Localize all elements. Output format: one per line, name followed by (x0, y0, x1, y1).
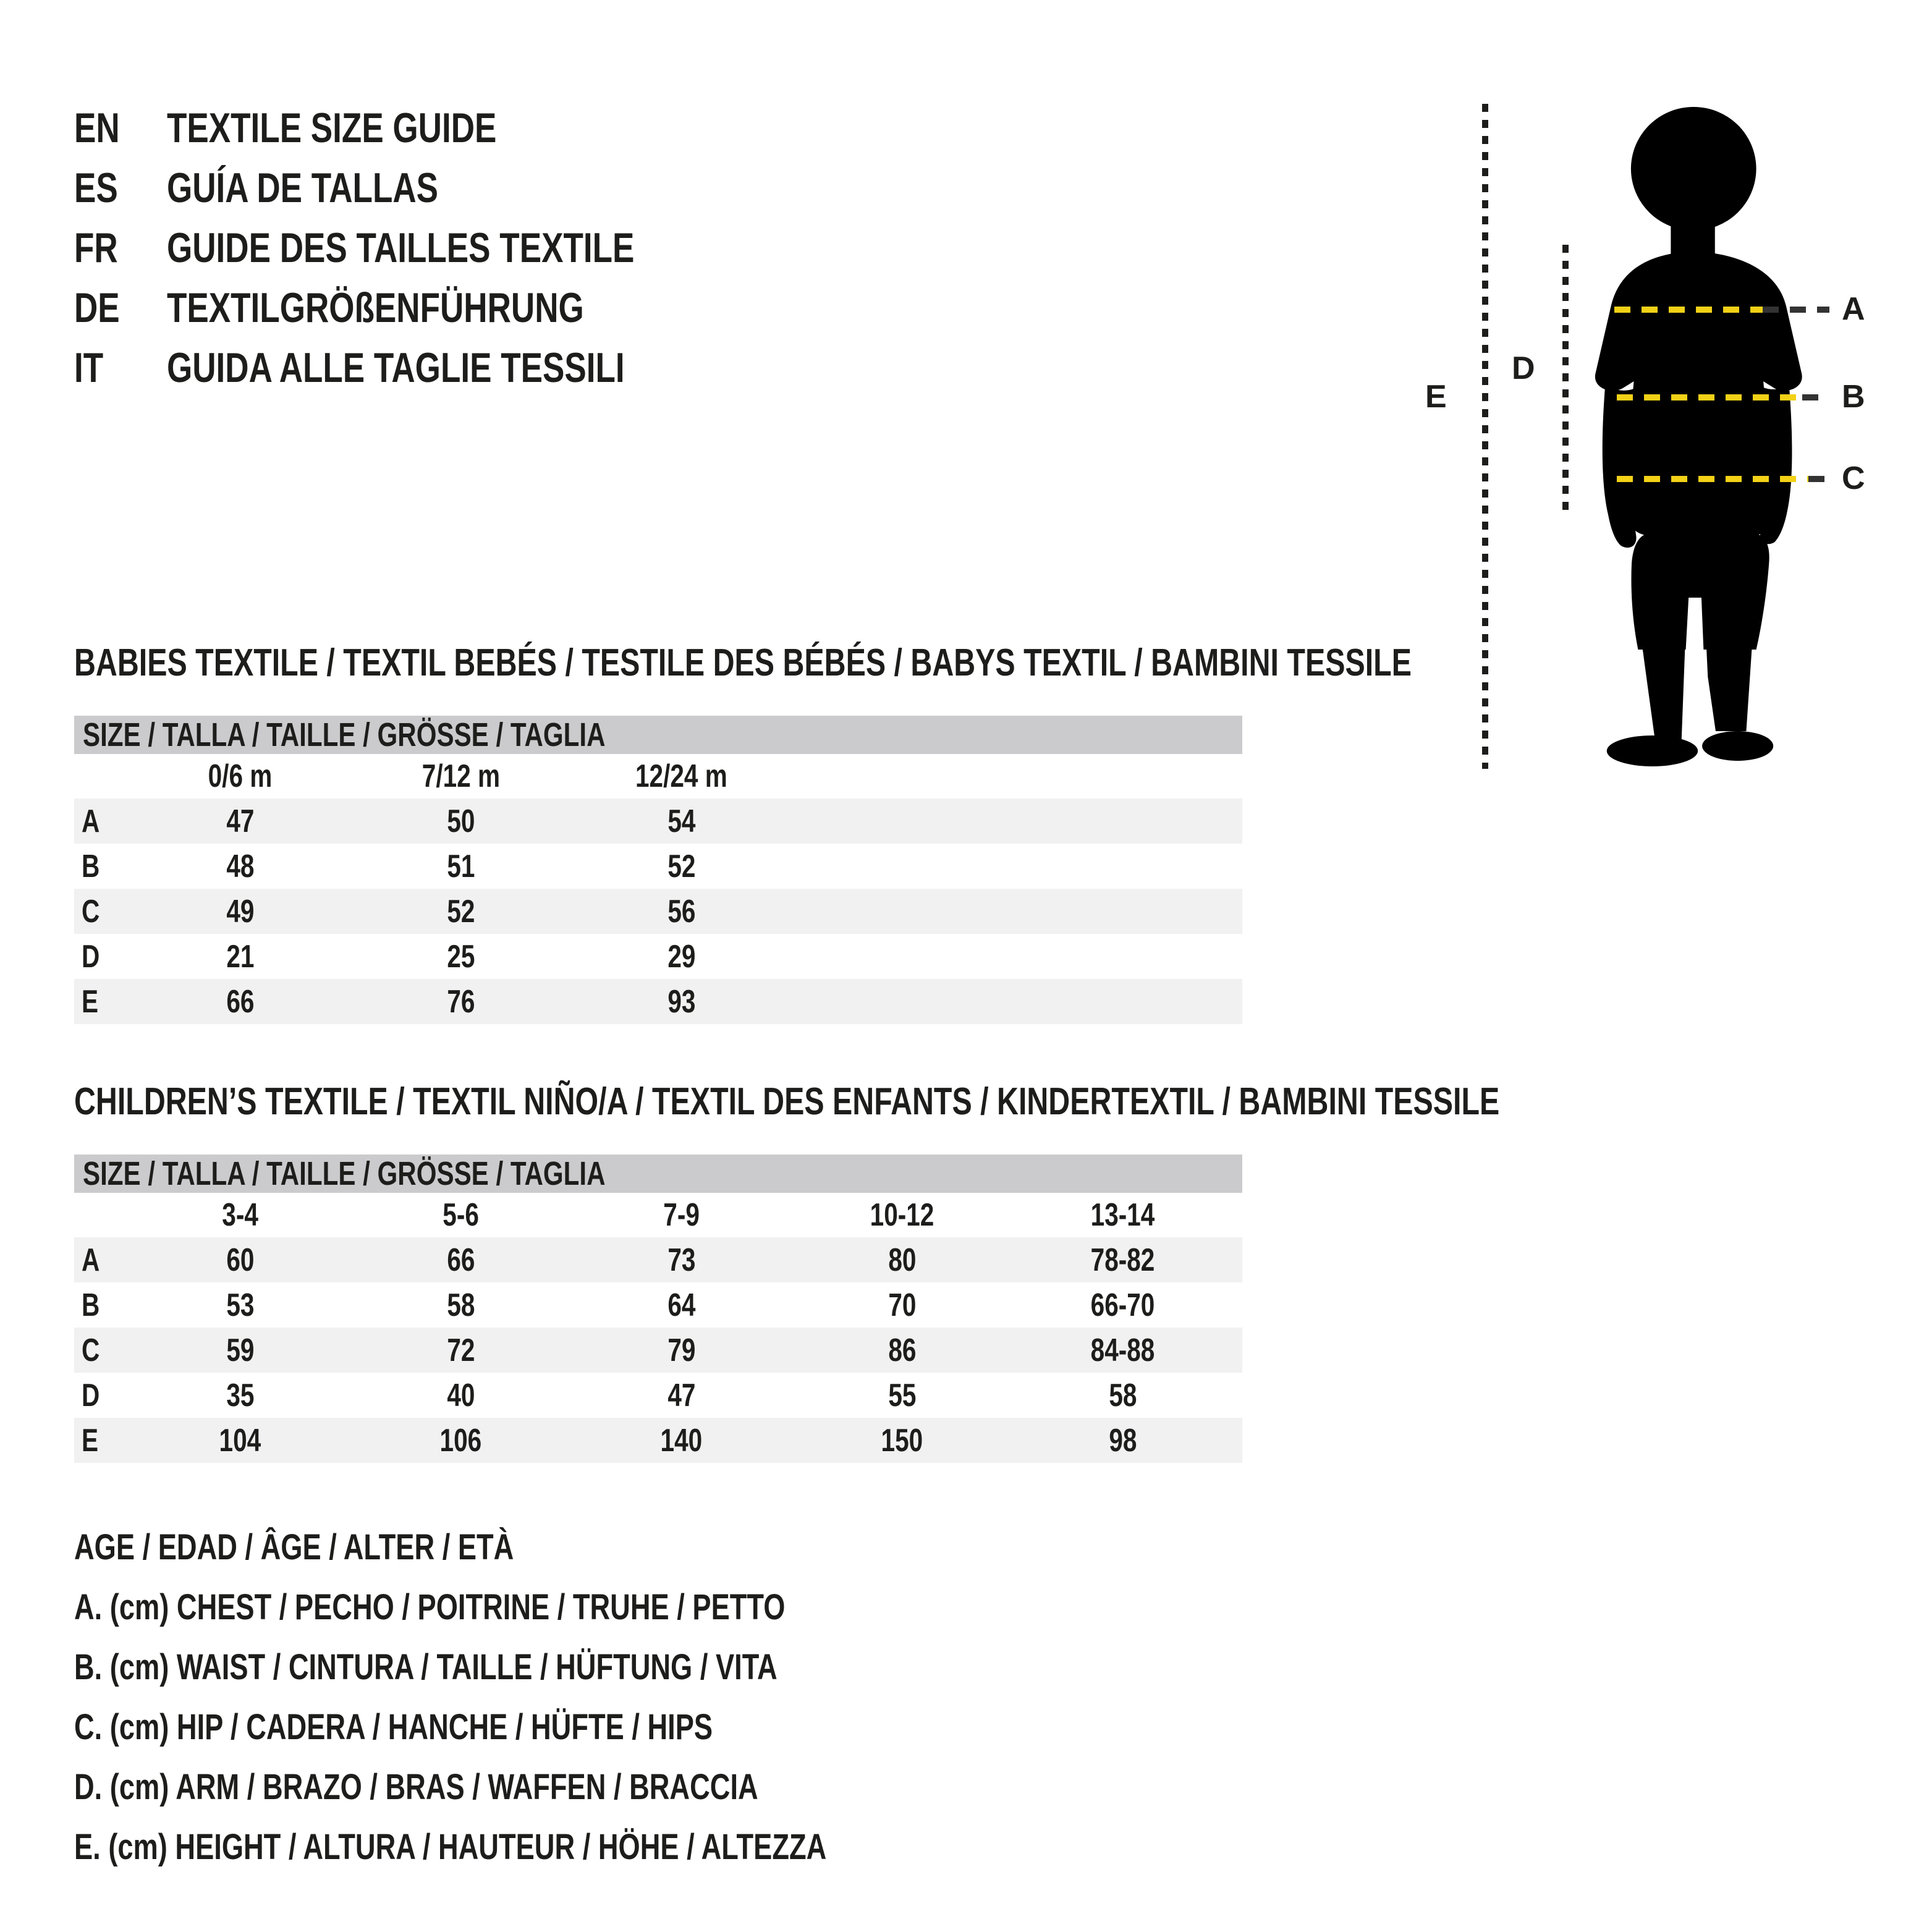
cell-value: 64 (667, 1287, 696, 1323)
cell-value: 70 (888, 1287, 917, 1323)
size-header-text: SIZE / TALLA / TAILLE / GRÖSSE / TAGLIA (83, 1155, 606, 1192)
language-title-list (74, 98, 766, 397)
cell-value: 47 (226, 803, 255, 839)
column-header: 0/6 m (208, 758, 273, 794)
row-label: E (82, 1422, 99, 1459)
table-row-d (74, 934, 1242, 979)
height-label-e: E (1425, 379, 1447, 415)
table-row-e (74, 979, 1242, 1024)
language-row-it (74, 337, 766, 397)
cell-value: 58 (446, 1287, 475, 1323)
cell-value: 73 (667, 1242, 696, 1278)
cell-value: 58 (1108, 1377, 1137, 1413)
cell-value: 35 (226, 1377, 255, 1413)
cell-value: 66 (226, 983, 255, 1020)
guide-title-fr: GUIDE DES TAILLES TEXTILE (167, 224, 635, 271)
children-section-heading: CHILDREN’S TEXTILE / TEXTIL NIÑO/A / TEXTIL DES ENFANTS / KINDERTEXTIL / BAMBINI TESSILE (74, 1080, 1500, 1123)
hip-dash-yellow (1617, 476, 1808, 482)
column-header: 10-12 (870, 1197, 934, 1233)
cell-value: 66-70 (1090, 1287, 1155, 1323)
language-code: FR (74, 224, 118, 271)
cell-value: 21 (226, 938, 255, 975)
cell-value: 76 (446, 983, 475, 1020)
language-code: IT (74, 344, 104, 391)
cell-value: 79 (667, 1332, 696, 1368)
cell-value: 80 (888, 1242, 917, 1278)
row-label: A (82, 803, 100, 839)
cell-value: 55 (888, 1377, 917, 1413)
table-row-e (74, 1418, 1242, 1463)
column-header: 5-6 (443, 1197, 479, 1233)
chest-dash-yellow (1614, 307, 1763, 313)
row-label: D (82, 938, 100, 975)
language-row-es (74, 158, 766, 218)
row-label: E (82, 983, 99, 1020)
table-row-c (74, 1328, 1242, 1373)
cell-value: 78-82 (1090, 1242, 1155, 1278)
chest-dash-dark (1763, 307, 1829, 313)
guide-title-de: TEXTILGRÖßENFÜHRUNG (167, 284, 584, 331)
column-header: 3-4 (222, 1197, 258, 1233)
table-row-b (74, 844, 1242, 889)
waist-dash-yellow (1617, 394, 1802, 400)
cell-value: 104 (219, 1422, 261, 1459)
cell-value: 93 (667, 983, 696, 1020)
babies-size-table (74, 716, 1242, 1024)
cell-value: 72 (446, 1332, 475, 1368)
language-code: ES (74, 164, 118, 211)
hip-dash-dark (1808, 476, 1829, 482)
legend-waist: B. (cm) WAIST / CINTURA / TAILLE / HÜFTUNG / VITA (74, 1647, 777, 1687)
cell-value: 49 (226, 893, 255, 930)
row-label: A (82, 1242, 100, 1278)
guide-title-it: GUIDA ALLE TAGLIE TESSILI (167, 344, 625, 391)
table-row-c (74, 889, 1242, 934)
cell-value: 29 (667, 938, 696, 975)
babies-section-heading: BABIES TEXTILE / TEXTIL BEBÉS / TESTILE DES BÉBÉS / BABYS TEXTIL / BAMBINI TESSILE (74, 642, 1412, 684)
cell-value: 51 (446, 848, 475, 884)
guide-title-en: TEXTILE SIZE GUIDE (167, 104, 497, 151)
cell-value: 52 (667, 848, 696, 884)
table-row-b (74, 1282, 1242, 1328)
row-label: B (82, 848, 100, 884)
column-header: 7/12 m (422, 758, 500, 794)
cell-value: 50 (446, 803, 475, 839)
cell-value: 40 (446, 1377, 475, 1413)
cell-value: 53 (226, 1287, 255, 1323)
language-row-de (74, 278, 766, 337)
cell-value: 59 (226, 1332, 255, 1368)
children-size-table (74, 1155, 1242, 1463)
cell-value: 140 (660, 1422, 703, 1459)
children-size-header-bar (74, 1155, 1242, 1193)
table-row-a (74, 1237, 1242, 1282)
hip-label-c: C (1842, 460, 1865, 496)
cell-value: 60 (226, 1242, 255, 1278)
table-row-a (74, 799, 1242, 844)
cell-value: 66 (446, 1242, 475, 1278)
cell-value: 48 (226, 848, 255, 884)
row-label: C (82, 1332, 100, 1368)
legend-hip: C. (cm) HIP / CADERA / HANCHE / HÜFTE / HIPS (74, 1707, 713, 1747)
cell-value: 25 (446, 938, 475, 975)
cell-value: 54 (667, 803, 696, 839)
legend-arm: D. (cm) ARM / BRAZO / BRAS / WAFFEN / BRACCIA (74, 1767, 758, 1807)
cell-value: 52 (446, 893, 475, 930)
legend-age: AGE / EDAD / ÂGE / ALTER / ETÀ (74, 1527, 514, 1567)
arm-label-d: D (1512, 350, 1535, 386)
language-code: EN (74, 104, 120, 151)
size-header-text: SIZE / TALLA / TAILLE / GRÖSSE / TAGLIA (83, 716, 606, 753)
cell-value: 56 (667, 893, 696, 930)
babies-column-header-row (74, 754, 1242, 799)
measurement-legend (74, 1517, 1039, 1877)
chest-label-a: A (1842, 291, 1865, 327)
language-code: DE (74, 284, 120, 331)
cell-value: 98 (1108, 1422, 1137, 1459)
waist-label-b: B (1842, 379, 1865, 415)
language-row-fr (74, 218, 766, 278)
cell-value: 106 (439, 1422, 482, 1459)
column-header: 12/24 m (635, 758, 727, 794)
cell-value: 47 (667, 1377, 696, 1413)
babies-size-header-bar (74, 716, 1242, 754)
row-label: C (82, 893, 100, 930)
arm-dotted-line-d (1562, 245, 1569, 515)
table-row-d (74, 1373, 1242, 1418)
row-label: D (82, 1377, 100, 1413)
legend-chest: A. (cm) CHEST / PECHO / POITRINE / TRUHE / PETTO (74, 1587, 786, 1627)
guide-title-es: GUÍA DE TALLAS (167, 164, 439, 211)
column-header: 7-9 (663, 1197, 700, 1233)
column-header: 13-14 (1090, 1197, 1155, 1233)
children-column-header-row (74, 1193, 1242, 1237)
cell-value: 86 (888, 1332, 917, 1368)
row-label: B (82, 1287, 100, 1323)
cell-value: 150 (881, 1422, 923, 1459)
legend-height: E. (cm) HEIGHT / ALTURA / HAUTEUR / HÖHE / ALTEZZA (74, 1827, 827, 1867)
cell-value: 84-88 (1090, 1332, 1155, 1368)
waist-dash-dark (1802, 394, 1829, 400)
language-row-en (74, 98, 766, 158)
